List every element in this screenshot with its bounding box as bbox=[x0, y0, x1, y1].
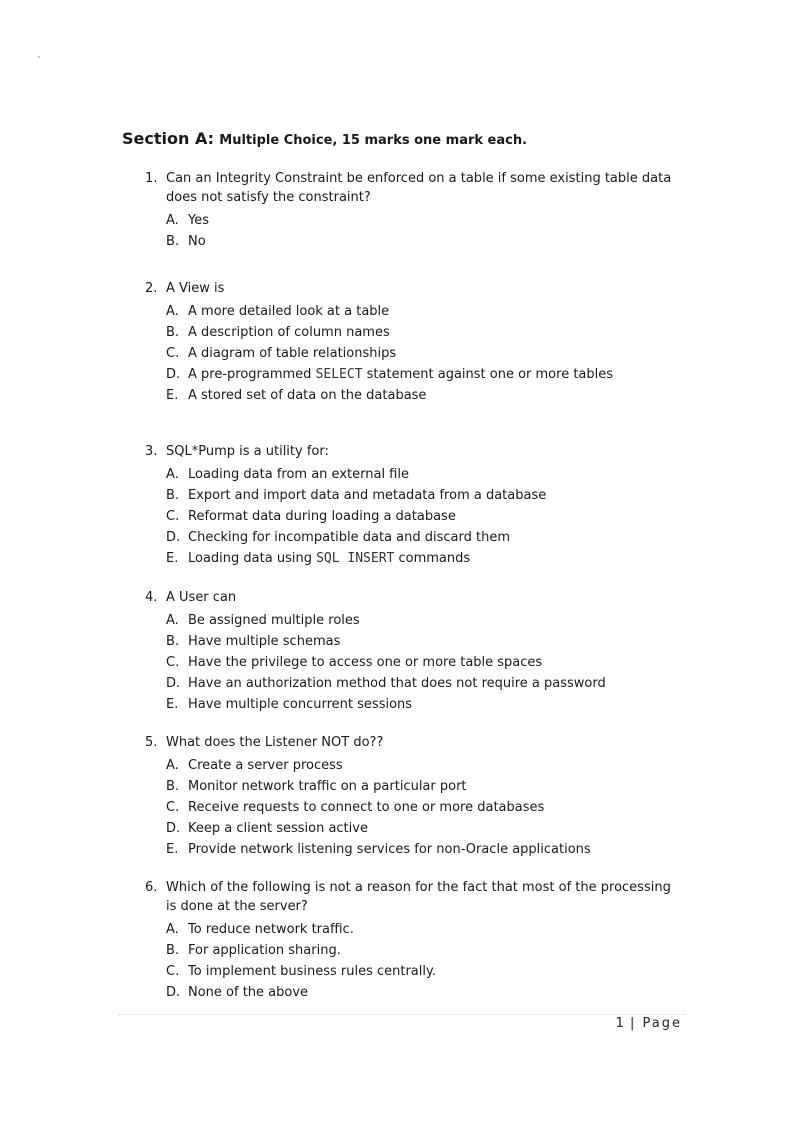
option-c bbox=[145, 961, 685, 982]
code-keyword: SQL INSERT bbox=[316, 551, 395, 566]
option-a bbox=[145, 755, 685, 776]
option-text: Create a server process bbox=[188, 758, 343, 773]
option-text: Have multiple concurrent sessions bbox=[188, 697, 413, 712]
option-letter: B. bbox=[166, 488, 180, 503]
option-d bbox=[145, 673, 685, 694]
option-list bbox=[145, 919, 685, 1003]
option-letter: A. bbox=[166, 613, 179, 628]
option-text: Export and import data and metadata from a database bbox=[188, 488, 547, 503]
option-text: None of the above bbox=[188, 984, 309, 1000]
option-b bbox=[145, 776, 685, 797]
option-text-after: statement against one or more tables bbox=[362, 367, 614, 382]
section-label: Section A: bbox=[122, 129, 215, 148]
question-5 bbox=[145, 734, 685, 860]
option-list bbox=[145, 755, 685, 860]
option-letter: E. bbox=[166, 697, 179, 712]
option-text: Monitor network traffic on a particular port bbox=[188, 779, 467, 794]
section-description: Multiple Choice, 15 marks one mark each. bbox=[219, 133, 528, 148]
question-number: 2. bbox=[145, 281, 158, 296]
option-a bbox=[145, 464, 685, 485]
question-number: 3. bbox=[145, 444, 158, 459]
option-letter: D. bbox=[166, 821, 181, 836]
option-text: A diagram of table relationships bbox=[188, 346, 397, 361]
question-text: A User can bbox=[166, 590, 237, 605]
option-d bbox=[145, 527, 685, 548]
option-list bbox=[145, 210, 685, 252]
option-e bbox=[145, 548, 685, 569]
option-text: A more detailed look at a table bbox=[188, 304, 390, 319]
option-a bbox=[145, 610, 685, 631]
option-letter: E. bbox=[166, 551, 179, 566]
option-c bbox=[145, 343, 685, 364]
option-text: Yes bbox=[188, 212, 209, 228]
option-text bbox=[188, 548, 685, 569]
question-number: 4. bbox=[145, 590, 158, 605]
option-a bbox=[145, 301, 685, 322]
footer-divider bbox=[118, 1014, 686, 1015]
option-letter: D. bbox=[166, 530, 181, 545]
option-a bbox=[145, 919, 685, 940]
option-letter: A. bbox=[166, 921, 179, 937]
option-letter: D. bbox=[166, 984, 181, 1000]
option-text: Checking for incompatible data and discard them bbox=[188, 530, 511, 545]
question-number: 6. bbox=[145, 880, 158, 895]
option-list bbox=[145, 464, 685, 569]
option-d bbox=[145, 364, 685, 385]
option-d bbox=[145, 982, 685, 1003]
option-c bbox=[145, 797, 685, 818]
option-text: For application sharing. bbox=[188, 942, 341, 958]
option-letter: B. bbox=[166, 779, 180, 794]
option-text: No bbox=[188, 233, 206, 249]
scan-speck bbox=[38, 56, 40, 58]
option-text: Receive requests to connect to one or more databases bbox=[188, 800, 545, 815]
option-letter: B. bbox=[166, 325, 180, 340]
option-text: A description of column names bbox=[188, 325, 390, 340]
option-d bbox=[145, 818, 685, 839]
option-letter: B. bbox=[166, 634, 180, 649]
option-letter: C. bbox=[166, 655, 180, 670]
option-text: A stored set of data on the database bbox=[188, 388, 427, 403]
option-text-after: commands bbox=[394, 551, 471, 566]
option-text: Provide network listening services for non-Oracle applications bbox=[188, 842, 591, 857]
option-c bbox=[145, 506, 685, 527]
option-text: Reformat data during loading a database bbox=[188, 509, 456, 524]
option-list bbox=[145, 301, 685, 406]
option-letter: C. bbox=[166, 509, 180, 524]
option-letter: C. bbox=[166, 346, 180, 361]
page-label: Page bbox=[642, 1016, 682, 1031]
question-3 bbox=[145, 443, 685, 569]
question-text: A View is bbox=[166, 281, 225, 296]
code-keyword: SELECT bbox=[315, 367, 363, 382]
option-e bbox=[145, 839, 685, 860]
option-e bbox=[145, 694, 685, 715]
option-letter: D. bbox=[166, 367, 181, 382]
option-letter: D. bbox=[166, 676, 181, 691]
question-number: 5. bbox=[145, 735, 158, 750]
option-list bbox=[145, 610, 685, 715]
option-text: To reduce network traffic. bbox=[188, 921, 354, 937]
question-6 bbox=[145, 879, 685, 1003]
option-text: Keep a client session active bbox=[188, 821, 368, 836]
option-text: Loading data from an external file bbox=[188, 467, 409, 482]
option-a bbox=[145, 210, 685, 231]
question-text: What does the Listener NOT do?? bbox=[166, 735, 384, 750]
option-b bbox=[145, 322, 685, 343]
option-b bbox=[145, 231, 685, 252]
option-letter: C. bbox=[166, 800, 180, 815]
question-2 bbox=[145, 280, 685, 406]
option-b bbox=[145, 485, 685, 506]
option-text: Have an authorization method that does not require a password bbox=[188, 676, 606, 691]
option-letter: B. bbox=[166, 942, 180, 958]
page-separator: | bbox=[629, 1016, 637, 1031]
option-text: Be assigned multiple roles bbox=[188, 613, 360, 628]
option-text: Have the privilege to access one or more table spaces bbox=[188, 655, 543, 670]
option-letter: A. bbox=[166, 758, 179, 773]
option-letter: A. bbox=[166, 304, 179, 319]
option-text: To implement business rules centrally. bbox=[188, 963, 436, 979]
option-e bbox=[145, 385, 685, 406]
question-1 bbox=[145, 170, 685, 252]
question-text: Can an Integrity Constraint be enforced on a table if some existing table data does not satisfy the constraint? bbox=[166, 171, 672, 205]
option-c bbox=[145, 652, 685, 673]
option-letter: B. bbox=[166, 233, 180, 249]
page-footer bbox=[616, 1016, 682, 1031]
option-letter: A. bbox=[166, 467, 179, 482]
option-letter: A. bbox=[166, 212, 179, 228]
option-b bbox=[145, 631, 685, 652]
option-text bbox=[188, 364, 685, 385]
option-letter: E. bbox=[166, 842, 179, 857]
question-text: Which of the following is not a reason for the fact that most of the processing is done at the server? bbox=[166, 880, 671, 914]
option-text-before: A pre-programmed bbox=[188, 367, 316, 382]
page-number: 1 bbox=[615, 1016, 624, 1031]
option-text: Have multiple schemas bbox=[188, 634, 341, 649]
option-b bbox=[145, 940, 685, 961]
option-letter: C. bbox=[166, 963, 180, 979]
section-heading bbox=[122, 129, 527, 148]
option-letter: E. bbox=[166, 388, 179, 403]
question-4 bbox=[145, 589, 685, 715]
option-text-before: Loading data using bbox=[188, 551, 317, 566]
question-number: 1. bbox=[145, 171, 158, 186]
question-text: SQL*Pump is a utility for: bbox=[166, 444, 329, 459]
